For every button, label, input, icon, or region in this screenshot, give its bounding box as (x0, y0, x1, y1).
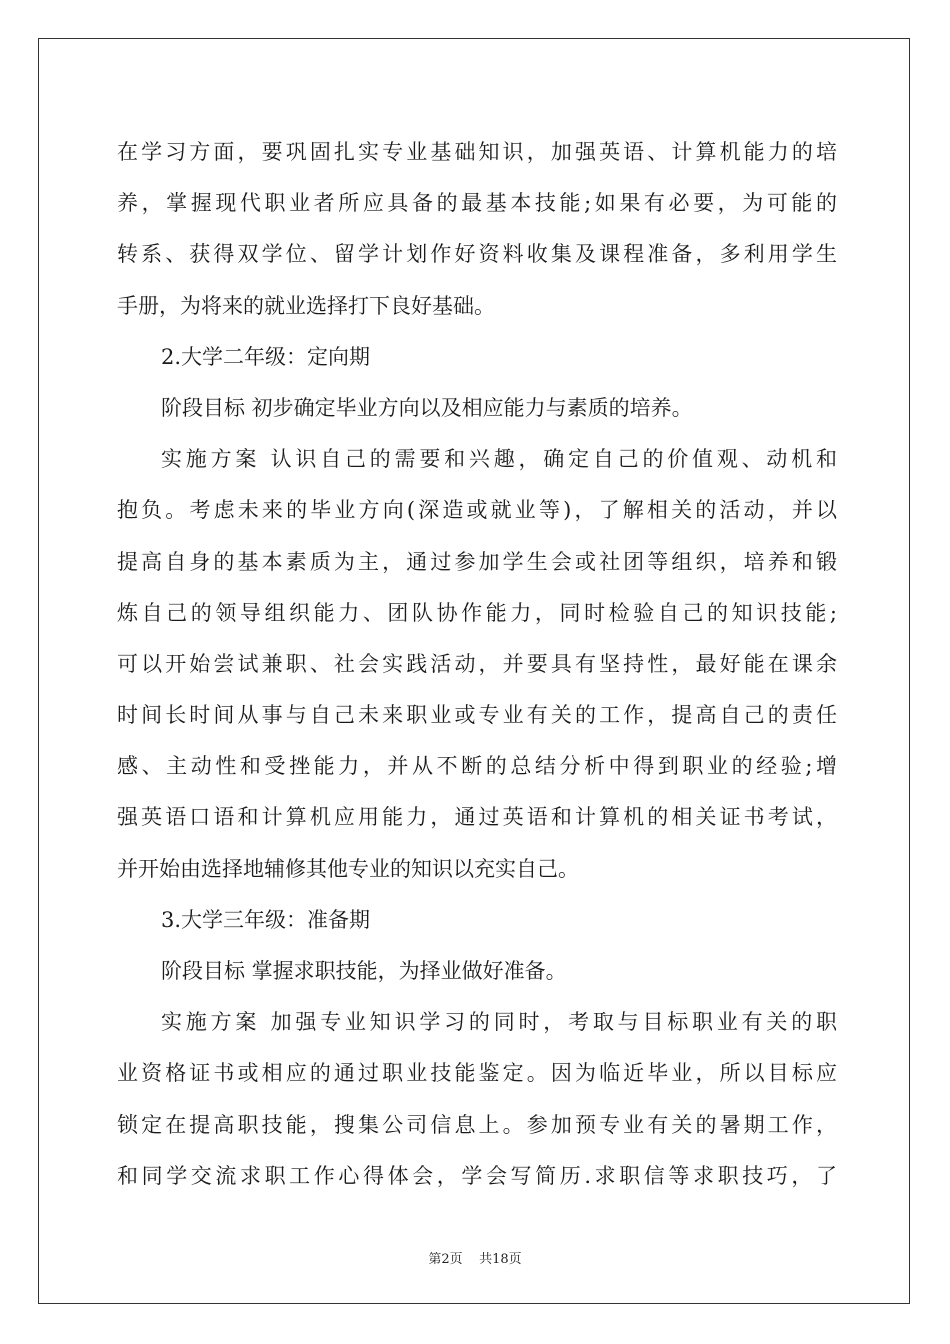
paragraph-line: 可以开始尝试兼职、社会实践活动，并要具有坚持性，最好能在课余 (117, 651, 837, 676)
paragraph-line: 抱负。考虑未来的毕业方向(深造或就业等)，了解相关的活动，并以 (117, 498, 837, 523)
paragraph-line: 强英语口语和计算机应用能力，通过英语和计算机的相关证书考试， (117, 805, 837, 830)
page-footer (0, 1248, 950, 1267)
section-heading: 2.大学二年级：定向期 (161, 344, 371, 369)
paragraph-line: 实施方案 加强专业知识学习的同时，考取与目标职业有关的职 (161, 1010, 837, 1035)
paragraph-line: 手册，为将来的就业选择打下良好基础。 (117, 293, 495, 318)
document-body (117, 127, 837, 1202)
paragraph-line: 并开始由选择地辅修其他专业的知识以充实自己。 (117, 856, 579, 881)
paragraph-line: 养，掌握现代职业者所应具备的最基本技能;如果有必要，为可能的 (117, 191, 837, 216)
paragraph-line: 锁定在提高职技能，搜集公司信息上。参加预专业有关的暑期工作， (117, 1112, 837, 1137)
paragraph-line: 炼自己的领导组织能力、团队协作能力，同时检验自己的知识技能; (117, 600, 837, 625)
paragraph-line: 实施方案 认识自己的需要和兴趣，确定自己的价值观、动机和 (161, 447, 837, 472)
paragraph-line: 转系、获得双学位、留学计划作好资料收集及课程准备，多利用学生 (117, 242, 837, 267)
page-number: 第2页 (428, 1252, 463, 1267)
paragraph-line: 和同学交流求职工作心得体会，学会写简历.求职信等求职技巧，了 (117, 1163, 837, 1188)
paragraph-line: 在学习方面，要巩固扎实专业基础知识，加强英语、计算机能力的培 (117, 140, 837, 164)
paragraph-line: 感、主动性和受挫能力，并从不断的总结分析中得到职业的经验;增 (117, 754, 837, 779)
paragraph-line: 阶段目标 初步确定毕业方向以及相应能力与素质的培养。 (161, 395, 693, 420)
section-heading: 3.大学三年级：准备期 (161, 907, 371, 932)
paragraph-line: 时间长时间从事与自己未来职业或专业有关的工作，提高自己的责任 (117, 703, 837, 728)
page-total: 共18页 (479, 1252, 522, 1267)
paragraph-line: 阶段目标 掌握求职技能，为择业做好准备。 (161, 959, 567, 983)
paragraph-line: 提高自身的基本素质为主，通过参加学生会或社团等组织，培养和锻 (117, 549, 837, 574)
paragraph-line: 业资格证书或相应的通过职业技能鉴定。因为临近毕业，所以目标应 (117, 1061, 837, 1086)
